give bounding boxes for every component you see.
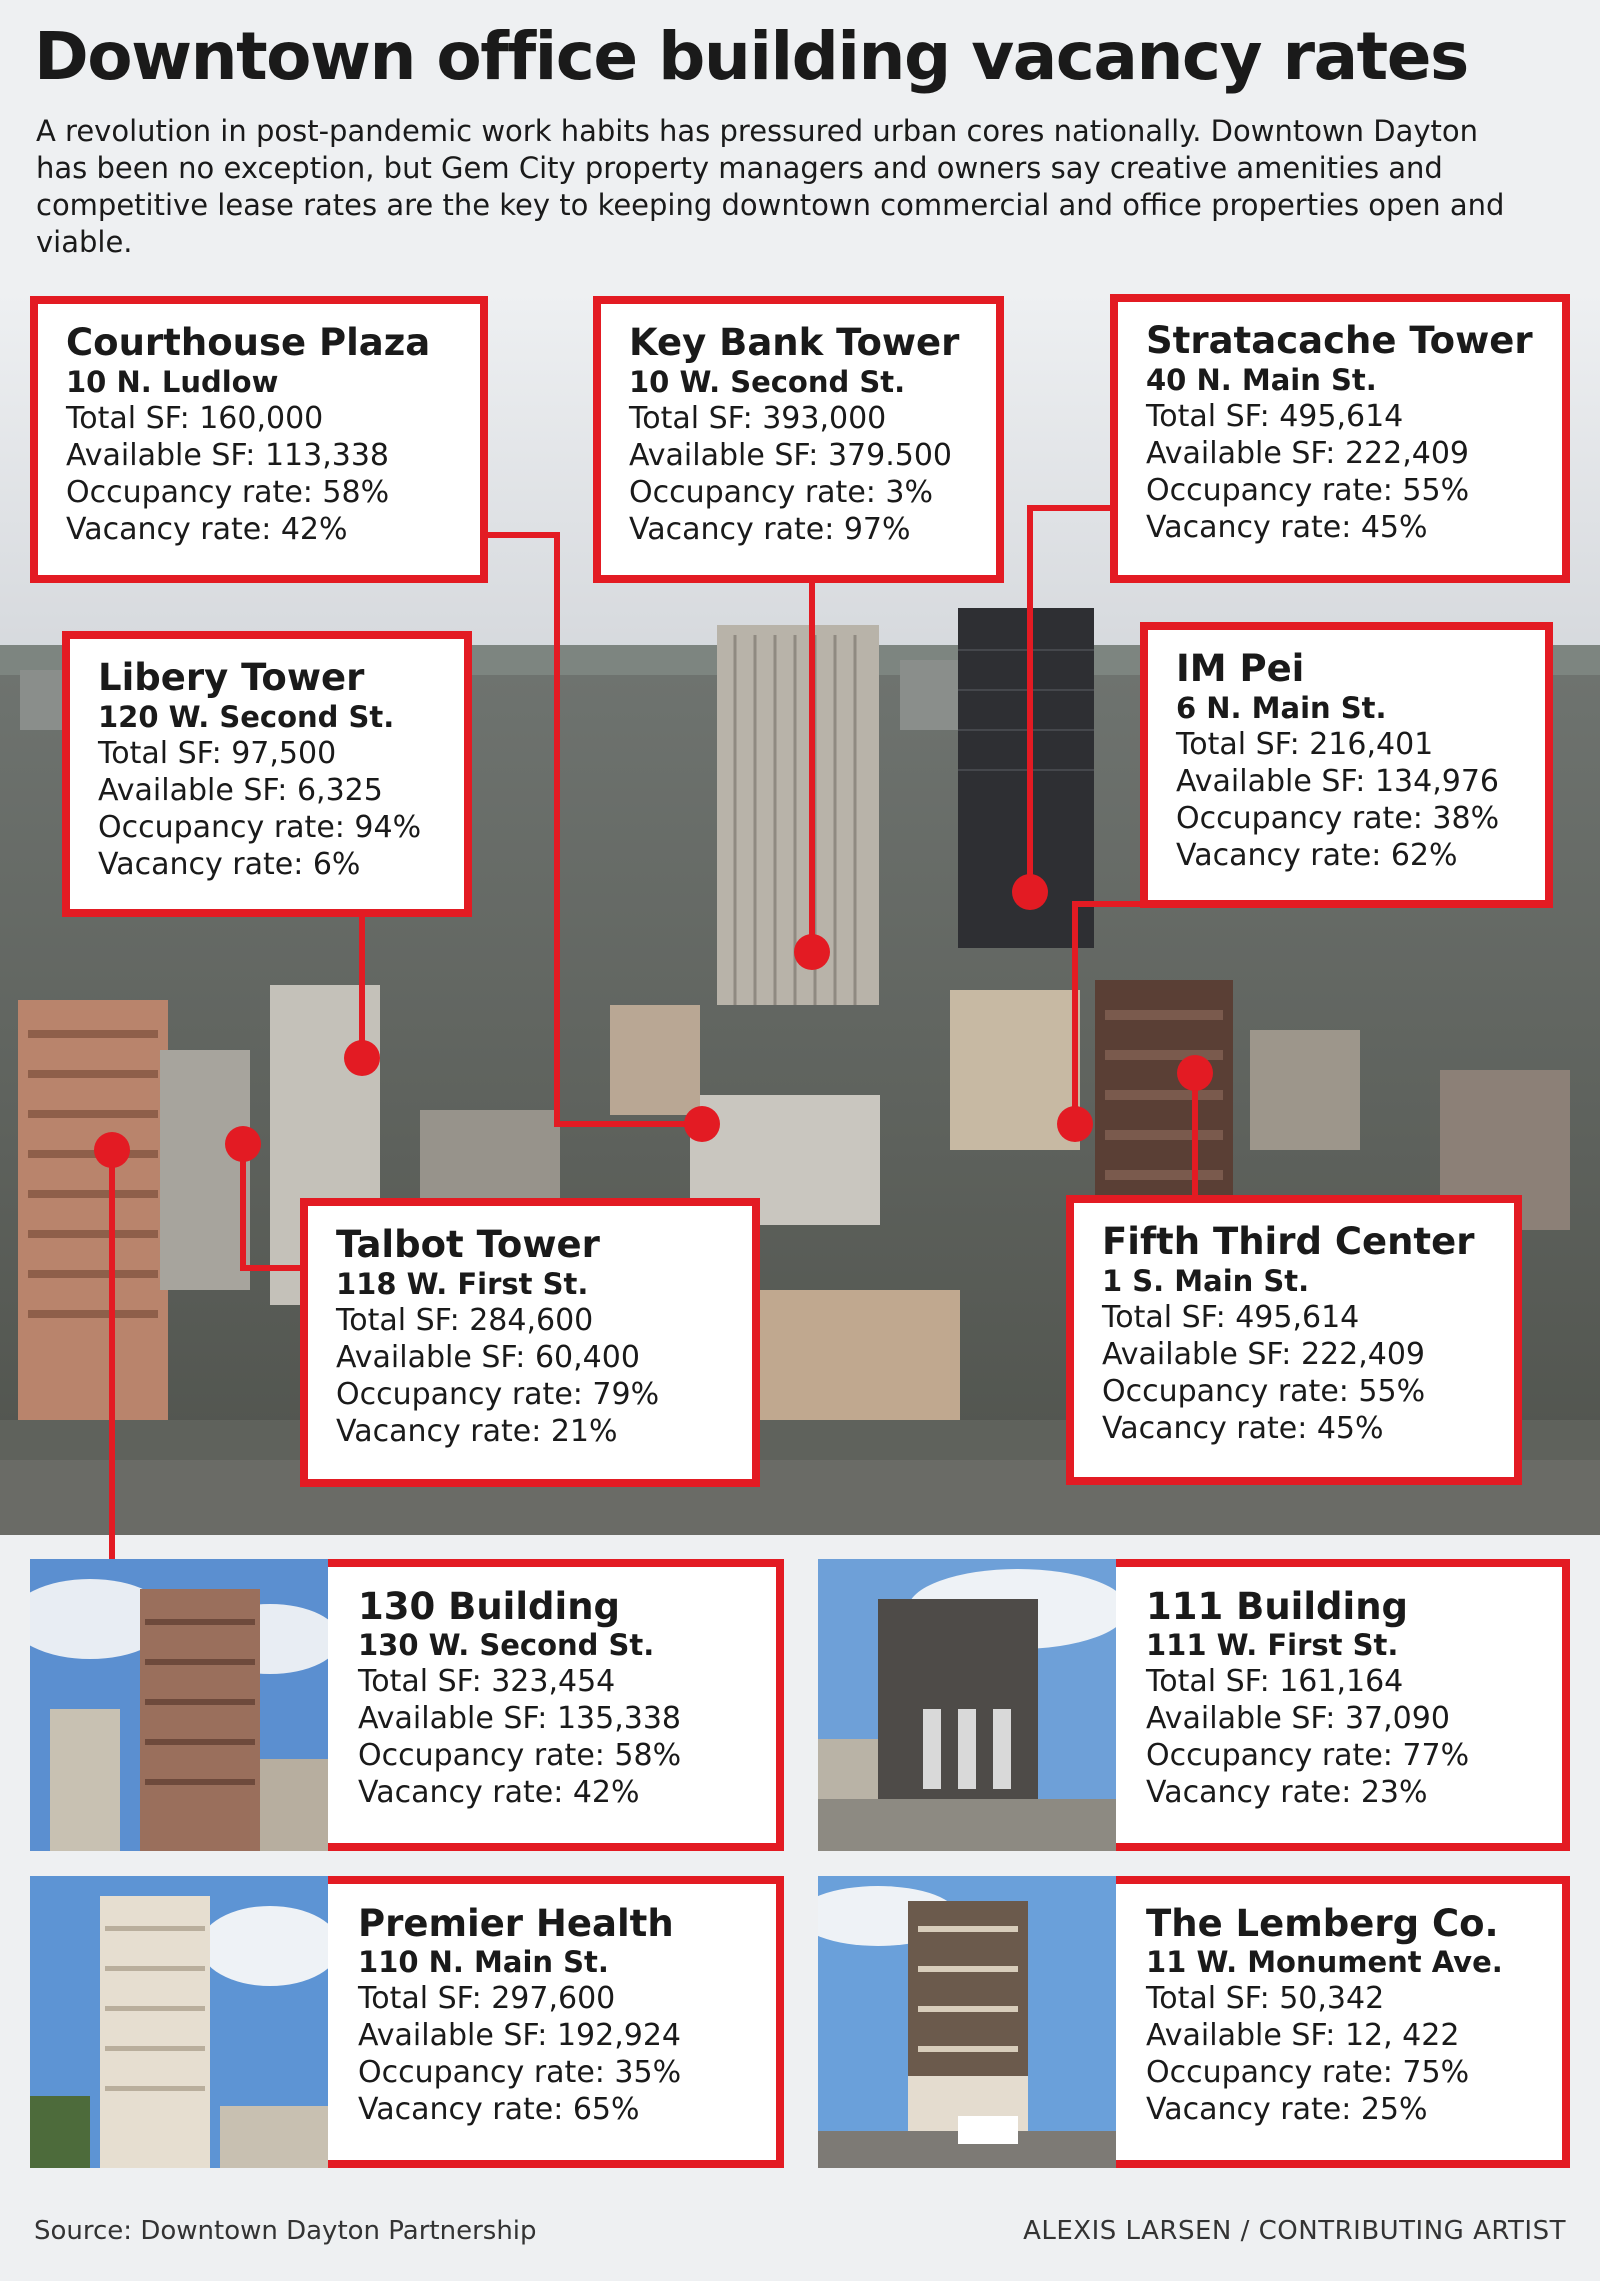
- stratacache-tower-box: [1110, 294, 1570, 583]
- occupancy-rate: Occupancy rate: 79%: [336, 1377, 660, 1412]
- total-sf: Total SF: 323,454: [358, 1664, 616, 1699]
- liberty-tower-box: [62, 631, 472, 917]
- available-sf: Available SF: 60,400: [336, 1340, 640, 1375]
- fifth-third-center-box: [1066, 1195, 1522, 1485]
- total-sf: Total SF: 495,614: [1146, 399, 1404, 434]
- building-address: 118 W. First St.: [336, 1267, 589, 1301]
- building-name: IM Pei: [1176, 647, 1305, 690]
- available-sf: Available SF: 6,325: [98, 773, 383, 808]
- card-premier-health: [30, 1876, 784, 2168]
- building-name: Libery Tower: [98, 656, 365, 699]
- building-address: 40 N. Main St.: [1146, 363, 1377, 397]
- page-title: Downtown office building vacancy rates: [34, 18, 1468, 95]
- vacancy-rate: Vacancy rate: 21%: [336, 1414, 618, 1449]
- vacancy-rate: Vacancy rate: 65%: [358, 2092, 640, 2127]
- occupancy-rate: Occupancy rate: 94%: [98, 810, 422, 845]
- building-photo: [30, 1559, 328, 1851]
- card-info: [1116, 1876, 1570, 2168]
- total-sf: Total SF: 161,164: [1146, 1664, 1404, 1699]
- building-name: Fifth Third Center: [1102, 1220, 1475, 1263]
- building-address: 120 W. Second St.: [98, 700, 395, 734]
- available-sf: Available SF: 192,924: [358, 2018, 681, 2053]
- vacancy-rate: Vacancy rate: 42%: [358, 1775, 640, 1810]
- vacancy-rate: Vacancy rate: 25%: [1146, 2092, 1428, 2127]
- total-sf: Total SF: 216,401: [1176, 727, 1434, 762]
- building-name: Key Bank Tower: [629, 321, 960, 364]
- occupancy-rate: Occupancy rate: 75%: [1146, 2055, 1470, 2090]
- building-name: Courthouse Plaza: [66, 321, 431, 364]
- building-photo: [818, 1559, 1116, 1851]
- occupancy-rate: Occupancy rate: 35%: [358, 2055, 682, 2090]
- total-sf: Total SF: 393,000: [629, 401, 887, 436]
- available-sf: Available SF: 113,338: [66, 438, 389, 473]
- card-111-building: [818, 1559, 1570, 1851]
- available-sf: Available SF: 135,338: [358, 1701, 681, 1736]
- vacancy-rate: Vacancy rate: 6%: [98, 847, 361, 882]
- building-name: Premier Health: [358, 1902, 674, 1945]
- building-address: 10 W. Second St.: [629, 365, 906, 399]
- total-sf: Total SF: 284,600: [336, 1303, 594, 1338]
- occupancy-rate: Occupancy rate: 58%: [66, 475, 390, 510]
- total-sf: Total SF: 297,600: [358, 1981, 616, 2016]
- key-bank-tower-box: [593, 296, 1004, 583]
- card-info: [328, 1559, 784, 1851]
- total-sf: Total SF: 160,000: [66, 401, 324, 436]
- occupancy-rate: Occupancy rate: 3%: [629, 475, 934, 510]
- occupancy-rate: Occupancy rate: 77%: [1146, 1738, 1470, 1773]
- available-sf: Available SF: 37,090: [1146, 1701, 1450, 1736]
- available-sf: Available SF: 222,409: [1102, 1337, 1425, 1372]
- artist-credit: ALEXIS LARSEN / CONTRIBUTING ARTIST: [1023, 2216, 1566, 2246]
- card-info: [328, 1876, 784, 2168]
- total-sf: Total SF: 97,500: [98, 736, 337, 771]
- card-info: [1116, 1559, 1570, 1851]
- building-name: 130 Building: [358, 1585, 621, 1628]
- vacancy-rate: Vacancy rate: 23%: [1146, 1775, 1428, 1810]
- building-address: 10 N. Ludlow: [66, 365, 279, 399]
- building-address: 1 S. Main St.: [1102, 1264, 1310, 1298]
- building-address: 11 W. Monument Ave.: [1146, 1945, 1503, 1979]
- building-address: 130 W. Second St.: [358, 1628, 655, 1662]
- vacancy-rate: Vacancy rate: 97%: [629, 512, 911, 547]
- vacancy-rate: Vacancy rate: 62%: [1176, 838, 1458, 873]
- building-name: 111 Building: [1146, 1585, 1409, 1628]
- building-name: Talbot Tower: [336, 1223, 600, 1266]
- im-pei-box: [1140, 622, 1553, 908]
- building-photo: [30, 1876, 328, 2168]
- building-address: 6 N. Main St.: [1176, 691, 1387, 725]
- talbot-tower-box: [300, 1198, 760, 1487]
- intro-paragraph: A revolution in post-pandemic work habits has pressured urban cores nationally. Downtown Dayton has been no exception, but Gem City property managers and owners say creative amenities and competitive lease rates are the key to keeping downtown commercial and office properties open and viable.: [36, 114, 1505, 259]
- source-credit: Source: Downtown Dayton Partnership: [34, 2216, 537, 2246]
- building-name: Stratacache Tower: [1146, 319, 1533, 362]
- card-130-building: [30, 1559, 784, 1851]
- total-sf: Total SF: 50,342: [1146, 1981, 1385, 2016]
- building-photo: [818, 1876, 1116, 2168]
- available-sf: Available SF: 134,976: [1176, 764, 1499, 799]
- vacancy-rate: Vacancy rate: 45%: [1102, 1411, 1384, 1446]
- occupancy-rate: Occupancy rate: 55%: [1146, 473, 1470, 508]
- occupancy-rate: Occupancy rate: 58%: [358, 1738, 682, 1773]
- building-address: 110 N. Main St.: [358, 1945, 609, 1979]
- available-sf: Available SF: 379.500: [629, 438, 952, 473]
- available-sf: Available SF: 222,409: [1146, 436, 1469, 471]
- total-sf: Total SF: 495,614: [1102, 1300, 1360, 1335]
- vacancy-rate: Vacancy rate: 45%: [1146, 510, 1428, 545]
- available-sf: Available SF: 12, 422: [1146, 2018, 1460, 2053]
- vacancy-rate: Vacancy rate: 42%: [66, 512, 348, 547]
- occupancy-rate: Occupancy rate: 55%: [1102, 1374, 1426, 1409]
- building-address: 111 W. First St.: [1146, 1628, 1399, 1662]
- occupancy-rate: Occupancy rate: 38%: [1176, 801, 1500, 836]
- card-lemberg-co: [818, 1876, 1570, 2168]
- building-name: The Lemberg Co.: [1146, 1902, 1499, 1945]
- courthouse-plaza-box: [30, 296, 488, 583]
